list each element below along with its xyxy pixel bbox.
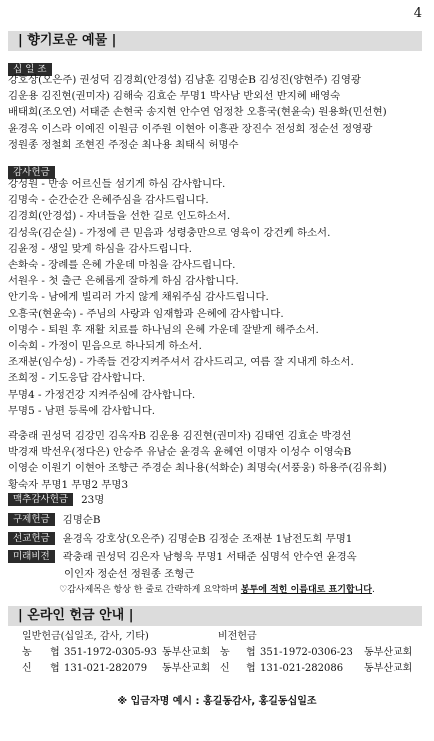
- tithe-line: 강호상(오은주) 권성덕 김경희(안경섭) 김남훈 김명순B 김성진(양현주) 김영광: [8, 74, 361, 86]
- thanks-line: 안기욱 - 남에게 빌리러 가지 않게 채워주심 감사드립니다.: [8, 291, 269, 304]
- tithe-label: 십 일 조: [8, 63, 52, 76]
- relief-text: 김명순B: [62, 514, 101, 526]
- vision-row: [8, 549, 426, 565]
- offering-section-header: [8, 31, 422, 51]
- bank-name: 신: [22, 663, 32, 674]
- thanks-line: 손화숙 - 장례를 은혜 가운데 마침을 감사드립니다.: [8, 259, 236, 272]
- thanks-line: 무명5 - 남편 등록에 감사합니다.: [8, 404, 156, 417]
- thanks-line: 이명수 - 퇴원 후 재활 치료를 하나님의 은혜 가운데 잘받게 해주소서.: [8, 323, 319, 336]
- page-number: 4: [413, 6, 422, 21]
- thanks-line: 김경희(안경섭) - 자녀들을 선한 길로 인도하소서.: [8, 210, 231, 223]
- bank-row-nonghyup: [8, 645, 426, 661]
- note-prefix: ♡감사제목은 항상 한 줄로 간략하게 요약하며: [59, 585, 241, 595]
- note-suffix: .: [371, 585, 375, 595]
- thanks-name-line: 곽충래 권성덕 김강민 김옥자B 김운용 김진현(권미자) 김태연 김효순 박경선: [8, 430, 352, 442]
- thanks-label: 감사헌금: [8, 166, 55, 179]
- vision-label: 미래비전: [8, 550, 55, 563]
- tithe-line: 윤경옥 이스라 이예진 이원금 이주원 이현아 이흥관 장진수 전성희 정순선 정영광: [8, 122, 373, 135]
- tithe-names: [8, 72, 426, 153]
- relief-label: 구제헌금: [8, 513, 55, 526]
- thanks-line: 강성원 - 반송 어르신들 섬기게 하심 감사합니다.: [8, 178, 226, 190]
- account-number: 351-1972-0305-93: [64, 647, 157, 658]
- bank-row-shinhyup: [8, 661, 426, 677]
- relief-row: [8, 512, 426, 528]
- tithe-line: 정원종 정철희 조현진 주정순 최나용 최태식 허명수: [8, 138, 239, 151]
- summer-thanks-row: [8, 492, 426, 508]
- mission-text: 윤경옥 강호상(오은주) 김명순B 김정순 조재분 1남전도회 무명1: [62, 533, 353, 545]
- note-emphasis: 봉투에 적힌 이름대로 표기합니다: [240, 585, 372, 595]
- account-number: 131-021-282086: [260, 663, 344, 674]
- thanks-name-line: 이영순 이원기 이현아 조향근 주경순 최나용(석화순) 최명숙(서풍웅) 하용주(김유회): [8, 462, 387, 475]
- account-number: 131-021-282079: [64, 663, 148, 674]
- thanks-line: 조재분(임수성) - 가족들 건강지켜주셔서 감사드리고, 여름 잘 지내게 하소서.: [8, 356, 354, 369]
- summer-thanks-text: 23명: [81, 494, 105, 506]
- account-holder: 동부산교회: [162, 647, 211, 658]
- thanks-line: 오흥국(현윤숙) - 주님의 사랑과 임재함과 은혜에 감사합니다.: [8, 307, 284, 320]
- thanks-line: 무명4 - 가정건강 지켜주심에 감사합니다.: [8, 388, 196, 401]
- thanks-line: 김윤정 - 생일 맞게 하심을 감사드립니다.: [8, 242, 192, 255]
- account-holder: 동부산교회: [162, 663, 211, 674]
- bank-name-suffix: 협: [50, 647, 60, 658]
- thanks-line: 김성욱(김순실) - 가정에 큰 믿음과 성령충만으로 영육이 강건케 하소서.: [8, 226, 331, 239]
- bank-name: 농: [22, 647, 32, 658]
- thanks-line: 조희정 - 기도응답 감사합니다.: [8, 372, 146, 385]
- thanks-name-line: 박경재 박선우(정다은) 안승주 유남순 윤경옥 윤혜연 이명자 이성수 이영숙B: [8, 446, 352, 459]
- online-section-title: | 온라인 헌금 안내 |: [18, 608, 134, 623]
- account-holder: 동부산교회: [364, 663, 413, 674]
- tithe-line: 김운용 김진현(권미자) 김해숙 김효순 무명1 박사남 반외선 반지혜 배영숙: [8, 90, 341, 103]
- online-section-header: [8, 606, 422, 626]
- bank-name-suffix: 협: [246, 663, 256, 674]
- bank-name: 농: [220, 647, 230, 658]
- mission-row: [8, 531, 426, 547]
- offering-section-title: | 향기로운 예물 |: [18, 33, 117, 48]
- thanks-prayers: [8, 176, 426, 419]
- bank-headers: [8, 629, 426, 645]
- bank-name-suffix: 협: [246, 647, 256, 658]
- account-number: 351-1972-0306-23: [260, 647, 353, 658]
- bank-name-suffix: 협: [50, 663, 60, 674]
- general-offering-header: 일반헌금(십일조, 감사, 기타): [22, 631, 149, 642]
- vision-text: 곽충래 권성덕 김은자 남형욱 무명1 서태준 심명석 안수연 윤경옥: [62, 551, 357, 563]
- thanks-line: 서원우 - 첫 출근 은혜롭게 잘하게 하심 감사합니다.: [8, 275, 239, 288]
- deposit-name-example: ※ 입금자명 예시 : 홍길동감사, 홍길동십일조: [117, 696, 317, 707]
- mission-label: 선교헌금: [8, 532, 55, 545]
- summer-thanks-label: 맥추감사헌금: [8, 493, 73, 506]
- account-holder: 동부산교회: [364, 647, 413, 658]
- thanks-name-line: 황숙자 무명1 무명2 무명3: [8, 478, 129, 491]
- thanks-name-list: [8, 428, 426, 493]
- thanks-line: 김명숙 - 순간순간 은혜주심을 감사드립니다.: [8, 194, 209, 207]
- tithe-line: 배태희(조오연) 서태준 손현국 송지현 안수연 엄정찬 오흥국(현윤숙) 원용화(민선현): [8, 106, 387, 119]
- vision-offering-header: 비전헌금: [218, 631, 257, 642]
- bank-name: 신: [220, 663, 230, 674]
- thanks-line: 이숙희 - 가정이 믿음으로 하나되게 하소서.: [8, 340, 202, 353]
- offering-note: [0, 583, 434, 597]
- bank-accounts: [8, 629, 426, 677]
- vision-row-continued: 이인자 정순선 정원종 조형근: [64, 568, 195, 580]
